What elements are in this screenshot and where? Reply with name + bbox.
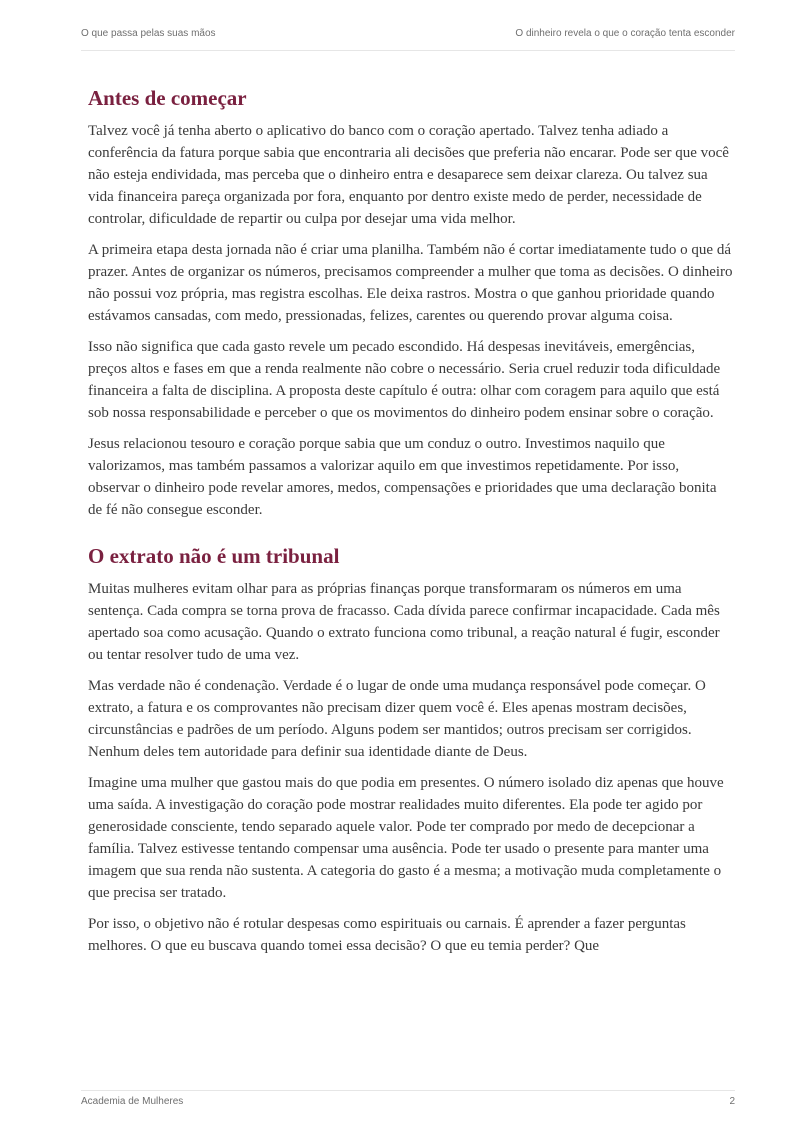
- paragraph: Imagine uma mulher que gastou mais do que podia em presentes. O número isolado diz apenas que houve uma saída. A investigação do coração pode mostrar realidades muito diferentes. Ela pode ter agido por generosidade consciente, tendo separado aquele valor. Pode ter comprado por medo de decepcionar a família. Talvez estivesse tentando compensar uma ausência. Pode ter usado o presente para manter uma imagem que sua renda não sustenta. A categoria do gasto é a mesma; a motivação muda completamente o que precisa ser tratado.: [88, 775, 724, 901]
- footer-publisher: Academia de Mulheres: [81, 1096, 184, 1107]
- paragraph: Isso não significa que cada gasto revele um pecado escondido. Há despesas inevitáveis, emergências, preços altos e fases em que a renda realmente não cobre o necessário. Seria cruel reduzir toda dificuldade financeira a falta de disciplina. A proposta deste capítulo é outra: olhar com coragem para aquilo que está sob nossa responsabilidade e perceber o que os movimentos do dinheiro podem ensinar sobre o coração.: [88, 339, 721, 421]
- paragraph: Muitas mulheres evitam olhar para as próprias finanças porque transformaram os números em uma sentença. Cada compra se torna prova de fracasso. Cada dívida parece confirmar incapacidade. Cada mês apertado soa como acusação. Quando o extrato funciona como tribunal, a reação natural é fugir, esconder ou tentar resolver tudo de uma vez.: [88, 581, 720, 663]
- paragraph: Mas verdade não é condenação. Verdade é o lugar de onde uma mudança responsável pode começar. O extrato, a fatura e os comprovantes não precisam dizer quem você é. Eles apenas mostram decisões, circunstâncias e padrões de um período. Alguns podem ser mantidos; outros precisam ser corrigidos. Nenhum deles tem autoridade para definir sua identidade diante de Deus.: [88, 678, 706, 760]
- header-chapter-title: O dinheiro revela o que o coração tenta esconder: [515, 28, 735, 39]
- running-header: [81, 28, 735, 51]
- paragraph: Jesus relacionou tesouro e coração porque sabia que um conduz o outro. Investimos naquilo que valorizamos, mas também passamos a valorizar aquilo em que investimos repetidamente. Por isso, observar o dinheiro pode revelar amores, medos, compensações e prioridades que uma declaração bonita de fé não consegue esconder.: [88, 436, 717, 518]
- section-heading: Antes de começar: [88, 86, 247, 110]
- paragraph: A primeira etapa desta jornada não é criar uma planilha. Também não é cortar imediatamente tudo o que dá prazer. Antes de organizar os números, precisamos compreender a mulher que toma as decisões. O dinheiro não possui voz própria, mas registra escolhas. Ele deixa rastros. Mostra o que ganhou prioridade quando estávamos cansadas, com medo, pressionadas, felizes, carentes ou querendo provar alguma coisa.: [88, 242, 733, 324]
- paragraph: Por isso, o objetivo não é rotular despesas como espirituais ou carnais. É aprender a fazer perguntas melhores. O que eu buscava quando tomei essa decisão? O que eu temia perder? Que: [88, 916, 686, 954]
- section-antes-de-comecar: [88, 84, 734, 521]
- section-o-extrato-nao-e-um-tribunal: [88, 542, 734, 957]
- section-heading: O extrato não é um tribunal: [88, 544, 340, 568]
- running-footer: [81, 1090, 735, 1107]
- page-content: [88, 84, 734, 957]
- page-number: 2: [729, 1096, 735, 1107]
- header-book-title: O que passa pelas suas mãos: [81, 28, 216, 39]
- paragraph: Talvez você já tenha aberto o aplicativo do banco com o coração apertado. Talvez tenha adiado a conferência da fatura porque sabia que encontraria ali decisões que preferia não encarar. Pode ser que você não esteja endividada, mas perceba que o dinheiro entra e desaparece sem deixar clareza. Ou talvez sua vida financeira pareça organizada por fora, enquanto por dentro existe medo de perder, necessidade de controlar, dificuldade de repartir ou culpa por desejar uma vida melhor.: [88, 123, 729, 227]
